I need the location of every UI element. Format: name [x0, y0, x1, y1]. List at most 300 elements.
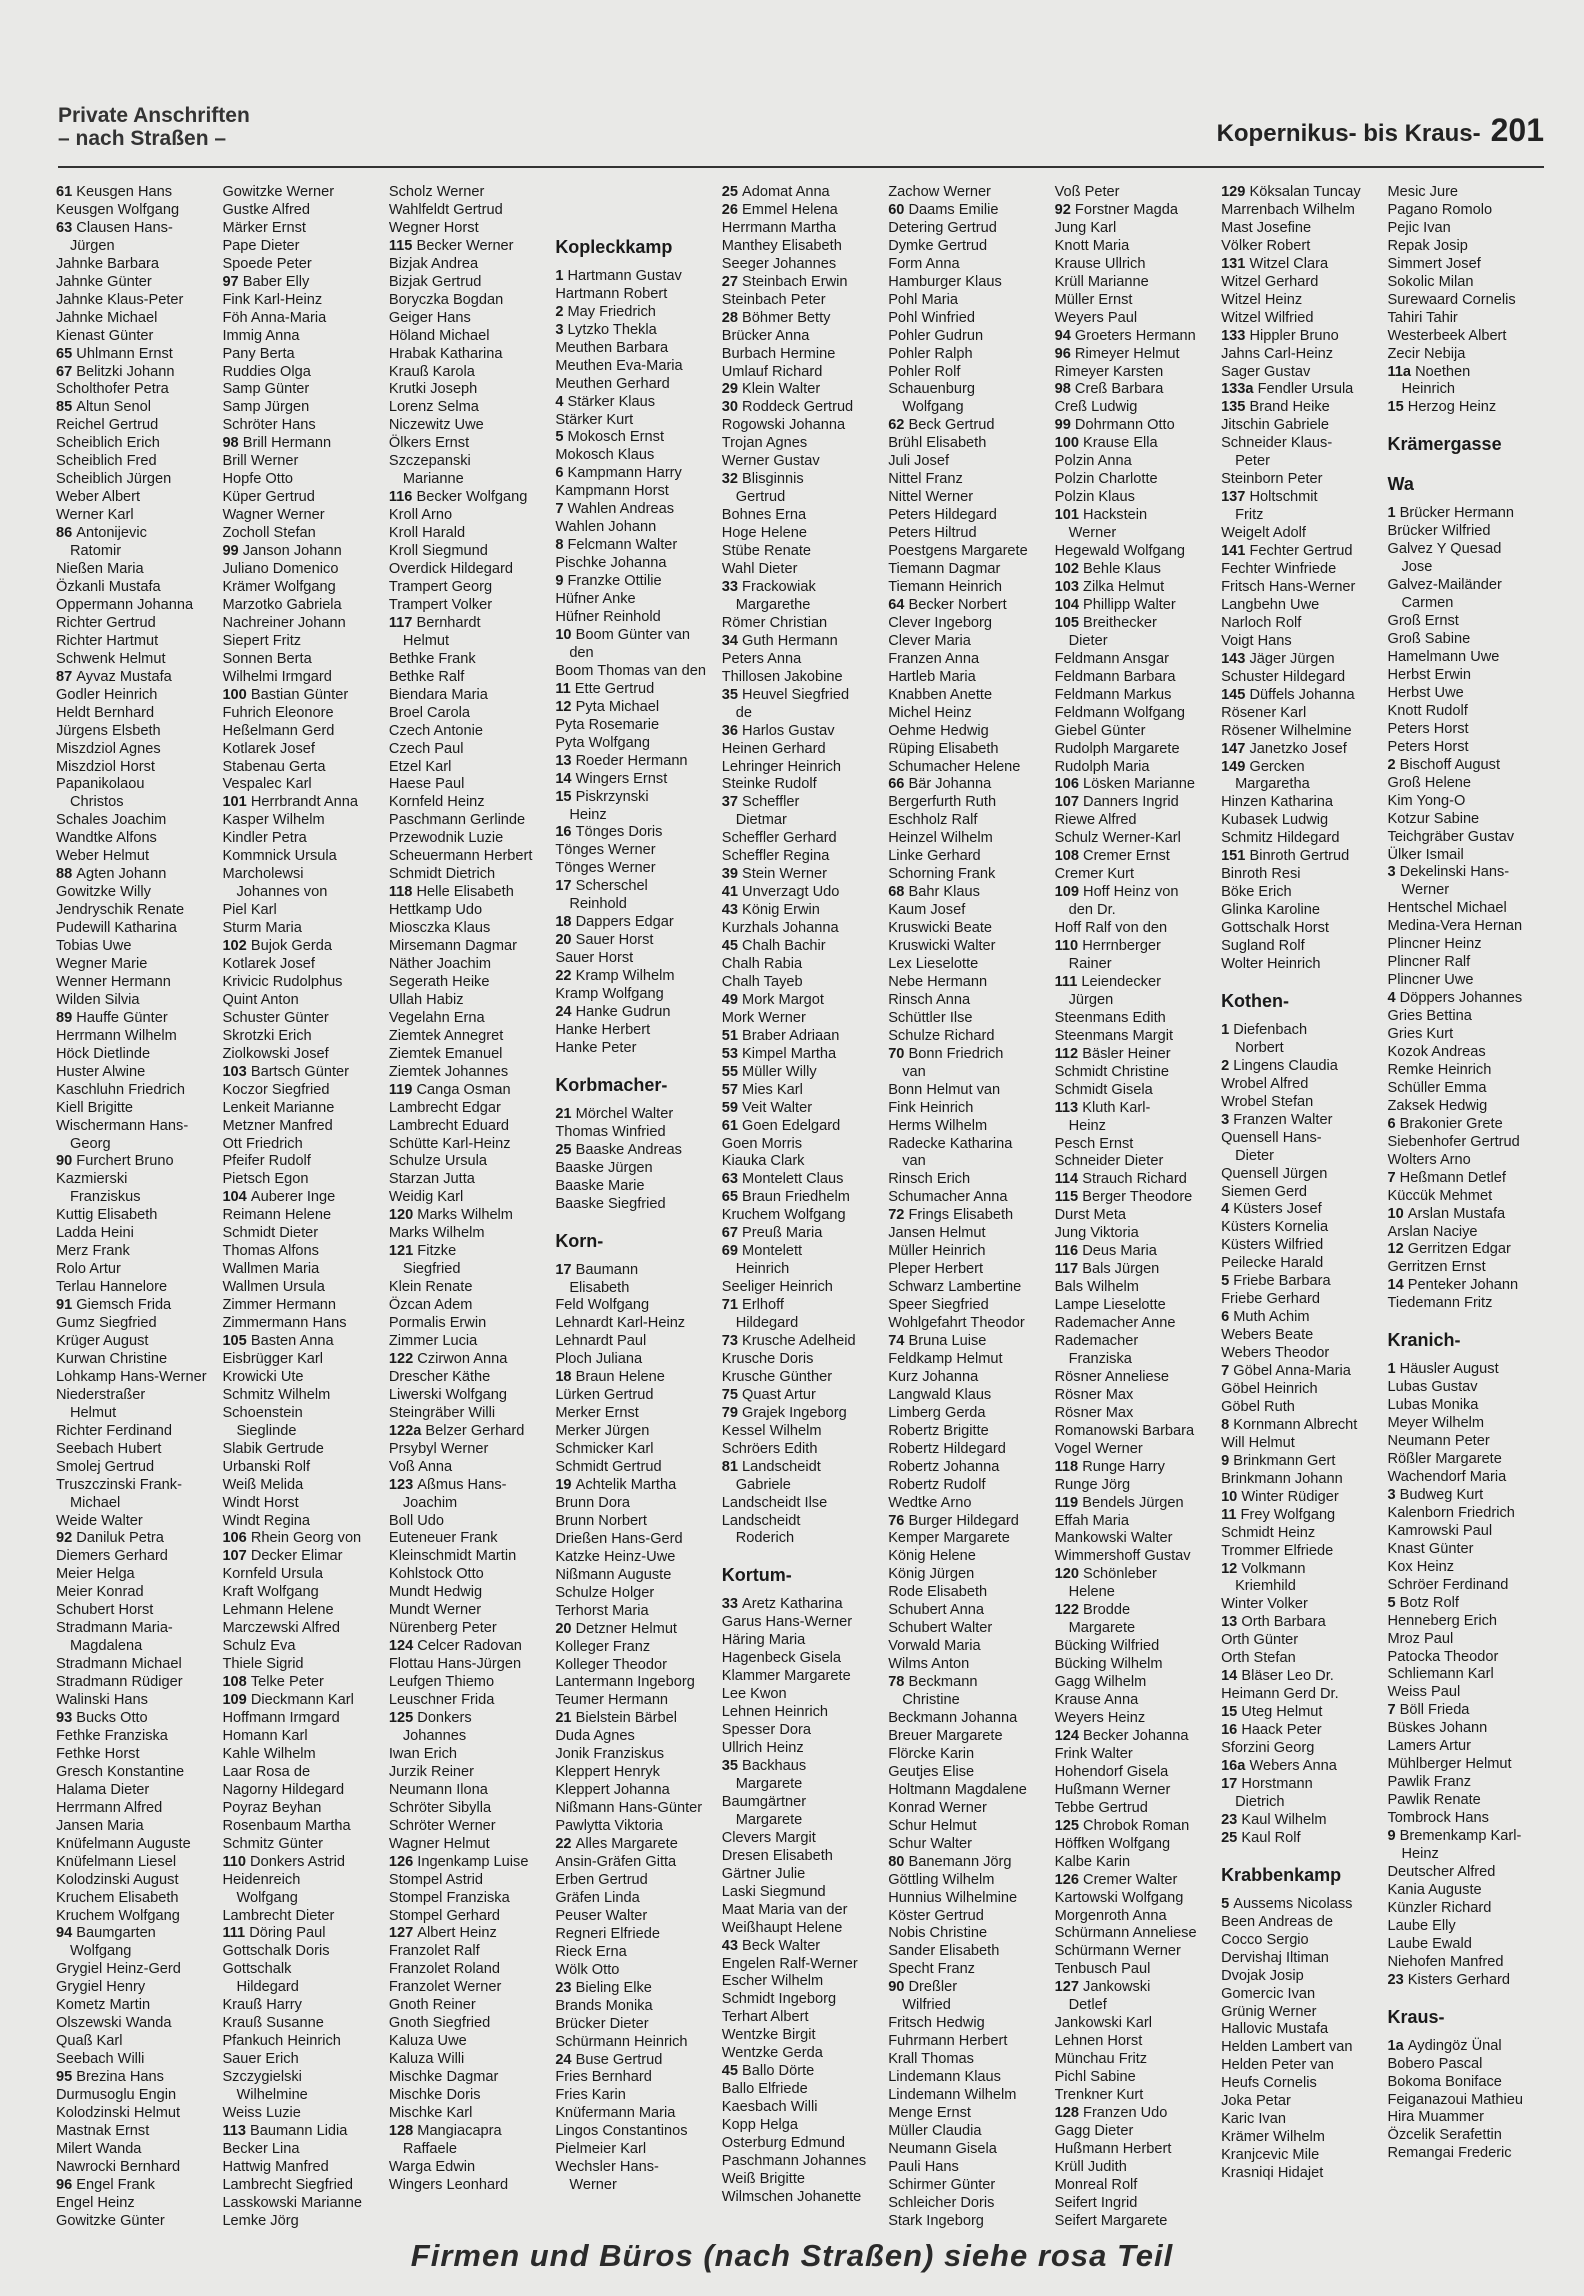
directory-entry: Feldmann Wolfgang [1054, 704, 1185, 721]
directory-entry: Mastnak Ernst [56, 2122, 150, 2139]
directory-entry: Patocka Theodor [1387, 1648, 1499, 1665]
directory-entry: Umlauf Richard [721, 363, 823, 380]
directory-entry: Kox Heinz [1387, 1558, 1455, 1575]
directory-entry: Wegner Marie [56, 955, 148, 972]
directory-entry: 93 Bucks Otto [56, 1710, 148, 1727]
directory-entry: Wagner Werner [222, 507, 325, 524]
directory-entry: 143 Jäger Jürgen [1221, 650, 1335, 667]
directory-entry: 117 Bals Jürgen [1054, 1261, 1160, 1278]
directory-entry: Kotlarek Josef [222, 955, 315, 972]
directory-entry: Lee Kwon [721, 1686, 787, 1703]
directory-entry: Kramp Wolfgang [555, 986, 664, 1003]
directory-entry: Pauli Hans [888, 2158, 959, 2175]
directory-entry: Schneider Dieter [1054, 1153, 1164, 1170]
directory-entry: 3 Franzen Walter [1221, 1111, 1333, 1128]
directory-entry: 129 Köksalan Tuncay [1221, 184, 1361, 200]
directory-entry: 116 Deus Maria [1054, 1243, 1157, 1260]
entry-continuation: Helmut [70, 1404, 117, 1421]
directory-entry: Surewaard Cornelis [1387, 291, 1516, 308]
directory-entry: Heinen Gerhard [721, 740, 826, 757]
directory-entry: Fries Bernhard [555, 2069, 652, 2086]
directory-entry: 111 Leiendecker [1054, 973, 1161, 990]
directory-entry: 110 Donkers Astrid [222, 1853, 345, 1870]
directory-entry: Kurwan Christine [56, 1350, 168, 1367]
directory-entry: Özkanli Mustafa [56, 578, 161, 595]
directory-entry: 109 Dieckmann Karl [222, 1692, 354, 1709]
directory-entry: Wallmen Ursula [222, 1279, 325, 1296]
header-rule [58, 166, 1544, 168]
directory-entry: 151 Binroth Gertrud [1221, 848, 1350, 865]
directory-entry: 126 Ingenkamp Luise [388, 1853, 529, 1870]
directory-entry: Nebe Hermann [888, 973, 988, 990]
directory-entry: Plincner Heinz [1387, 936, 1482, 953]
directory-entry: Lampe Lieselotte [1054, 1297, 1166, 1314]
directory-entry: Lex Lieselotte [888, 955, 979, 972]
directory-entry: Schmitz Hildegard [1221, 830, 1340, 847]
directory-entry: Geutjes Elise [888, 1763, 975, 1780]
street-heading: Kothen- [1221, 990, 1290, 1011]
directory-entry: 22 Alles Margarete [555, 1836, 678, 1853]
entry-continuation: den [569, 644, 594, 661]
directory-entry: Groß Sabine [1387, 631, 1471, 648]
directory-entry: Jankowski Karl [1054, 2015, 1152, 2032]
directory-entry: Zecir Nebija [1387, 345, 1466, 362]
directory-entry: Wingers Leonhard [388, 2176, 509, 2193]
directory-entry: Tenbusch Paul [1054, 1961, 1151, 1978]
directory-entry: Jahns Carl-Heinz [1221, 345, 1333, 362]
directory-entry: Form Anna [888, 255, 960, 272]
directory-entry: Plincner Uwe [1387, 972, 1474, 989]
directory-entry: Laar Rosa de [222, 1763, 311, 1780]
directory-entry: Peters Horst [1387, 720, 1469, 737]
directory-entry: Göbel Ruth [1221, 1398, 1295, 1415]
directory-entry: Nobis Christine [888, 1925, 988, 1942]
directory-entry: Marcholewsi [222, 866, 304, 883]
directory-entry: 137 Holtschmit [1221, 489, 1318, 506]
directory-entry: Piel Karl [222, 902, 277, 919]
directory-entry: Hamburger Klaus [888, 273, 1002, 290]
directory-entry: Kampmann Horst [555, 483, 669, 500]
directory-entry: Schubert Anna [888, 1602, 984, 1619]
directory-entry: Hinzen Katharina [1221, 794, 1334, 811]
directory-entry: Kuttig Elisabeth [56, 1207, 158, 1224]
directory-entry: Szczygielski [222, 2069, 302, 2086]
directory-entry: Mirsemann Dagmar [388, 938, 518, 955]
directory-entry: Ülker Ismail [1387, 846, 1464, 863]
entry-continuation: Fritz [1235, 507, 1264, 524]
directory-entry: 45 Ballo Dörte [721, 2063, 815, 2080]
directory-entry: 94 Baumgarten [56, 1925, 156, 1942]
directory-entry: 18 Dappers Edgar [555, 914, 674, 931]
directory-entry: Lohkamp Hans-Werner [56, 1368, 207, 1385]
directory-entry: Thiele Sigrid [222, 1656, 304, 1673]
directory-entry: Oppermann Johanna [56, 596, 194, 613]
directory-entry [555, 202, 720, 220]
directory-entry: Rudolph Margarete [1054, 740, 1180, 757]
directory-entry: Küccük Mehmet [1387, 1187, 1493, 1204]
directory-entry: Manthey Elisabeth [721, 237, 842, 254]
directory-entry: Morgenroth Anna [1054, 1907, 1167, 1924]
directory-entry: Schmidt Christine [1054, 1063, 1169, 1080]
directory-entry: Franzolet Roland [388, 1961, 501, 1978]
directory-entry: Koczor Siegfried [222, 1081, 330, 1098]
directory-entry: 1 Brücker Hermann [1387, 505, 1515, 522]
directory-entry: Weber Helmut [56, 848, 149, 865]
entry-continuation: Dieter [1068, 632, 1108, 649]
directory-entry: Sonnen Berta [222, 650, 312, 667]
directory-entry: Pawlik Renate [1387, 1792, 1481, 1809]
directory-entry: Diemers Gerhard [56, 1548, 168, 1565]
directory-entry: Nittel Franz [888, 471, 963, 488]
directory-entry: Leuschner Frida [388, 1692, 495, 1709]
directory-entry: Kleppert Johanna [555, 1782, 670, 1799]
street-heading: Krabbenkamp [1221, 1864, 1342, 1885]
directory-entry: 17 Scherschel [555, 878, 648, 895]
entry-continuation: Georg [70, 1135, 111, 1152]
directory-entry: Gowitzke Willy [56, 884, 151, 901]
directory-entry: Steenmans Edith [1054, 1009, 1166, 1026]
directory-entry: Niehofen Manfred [1387, 1953, 1504, 1970]
directory-entry: Schleicher Doris [888, 2194, 995, 2211]
directory-entry: Kamrowski Paul [1387, 1522, 1493, 1539]
directory-entry: Kaluza Willi [388, 2051, 465, 2068]
directory-entry: Windt Horst [222, 1494, 299, 1511]
directory-entry: Neumann Gisela [888, 2140, 997, 2157]
footer-note: Firmen und Büros (nach Straßen) siehe rosa Teil [410, 2238, 1174, 2273]
directory-entry: Godler Heinrich [56, 686, 158, 703]
directory-entry: Özcan Adem [388, 1297, 473, 1314]
directory-entry: Drießen Hans-Gerd [555, 1530, 683, 1547]
directory-entry: Ladda Heini [56, 1225, 134, 1242]
directory-entry: Hohendorf Gisela [1054, 1763, 1169, 1780]
directory-entry: Smolej Gertrud [56, 1458, 155, 1475]
directory-entry: Simmert Josef [1387, 255, 1481, 272]
entry-continuation: Margarethe [735, 596, 811, 613]
directory-entry: Hira Muammer [1387, 2109, 1484, 2126]
entry-continuation: Gabriele [735, 1476, 791, 1493]
directory-entry: Slabik Gertrude [222, 1440, 324, 1457]
directory-entry: Heufs Cornelis [1221, 2075, 1317, 2092]
directory-entry: Pagano Romolo [1387, 201, 1493, 218]
directory-entry: Paschmann Johannes [721, 2152, 867, 2169]
directory-entry: 7 Göbel Anna-Maria [1221, 1363, 1351, 1380]
directory-entry: Beckmann Johanna [888, 1710, 1018, 1727]
entry-continuation: Gertrud [735, 489, 786, 506]
directory-entry: 72 Frings Elisabeth [888, 1207, 1014, 1224]
directory-entry: 108 Cremer Ernst [1054, 848, 1170, 865]
directory-entry: Krowicki Ute [222, 1368, 304, 1385]
directory-entry: Hanke Peter [555, 1039, 637, 1056]
directory-entry: Kruchem Elisabeth [56, 1889, 179, 1906]
directory-entry: Clever Maria [888, 632, 971, 649]
directory-entry: Quensell Jürgen [1221, 1165, 1328, 1182]
entry-continuation: Werner [1401, 882, 1450, 899]
directory-entry: 26 Emmel Helena [721, 201, 838, 218]
directory-entry: Jürgens Elsbeth [56, 722, 161, 739]
directory-entry: 23 Kisters Gerhard [1387, 1971, 1510, 1988]
directory-entry: Merker Jürgen [555, 1423, 650, 1440]
directory-entry: Terhart Albert [721, 2009, 809, 2026]
directory-entry: Leufgen Thiemo [388, 1674, 495, 1691]
directory-entry: Polzin Anna [1054, 453, 1132, 470]
directory-entry: Winter Volker [1221, 1596, 1308, 1613]
directory-entry: Tombrock Hans [1387, 1810, 1489, 1827]
directory-entry: Starzan Jutta [388, 1171, 475, 1188]
directory-entry: 121 Fitzke [388, 1243, 457, 1260]
directory-entry: Höck Dietlinde [56, 1045, 151, 1062]
directory-entry: Engel Heinz [56, 2194, 135, 2211]
directory-entry: Schulze Holger [555, 1584, 655, 1601]
directory-entry: Jurzik Reiner [388, 1763, 475, 1780]
directory-entry: Ballo Elfriede [721, 2081, 808, 2098]
directory-entry: Weiss Paul [1387, 1684, 1461, 1701]
directory-entry: Voß Peter [1054, 184, 1120, 200]
directory-entry: 24 Buse Gertrud [555, 2051, 663, 2068]
directory-entry: Näther Joachim [388, 955, 492, 972]
directory-entry: 4 Döppers Johannes [1387, 990, 1523, 1007]
directory-entry: 89 Hauffe Günter [56, 1009, 168, 1026]
directory-entry: Stradmann Maria- [56, 1620, 173, 1637]
directory-entry: Meuthen Gerhard [555, 375, 670, 392]
directory-entry: 25 Baaske Andreas [555, 1141, 682, 1158]
directory-entry: Hallovic Mustafa [1221, 2021, 1329, 2038]
directory-entry: 94 Groeters Hermann [1054, 327, 1196, 344]
directory-entry: Rößler Margarete [1387, 1451, 1502, 1468]
directory-entry: 92 Forstner Magda [1054, 201, 1178, 218]
directory-entry: Stübe Renate [721, 543, 812, 560]
directory-entry: Mankowski Walter [1054, 1530, 1173, 1547]
directory-entry: Schmidt Ingeborg [721, 1991, 837, 2008]
directory-entry: Hüfner Anke [555, 591, 636, 608]
directory-entry: Hußmann Herbert [1054, 2140, 1172, 2157]
directory-entry: 90 Furchert Bruno [56, 1153, 174, 1170]
entry-continuation: Carmen [1401, 595, 1454, 612]
directory-entry: Brühl Elisabeth [888, 435, 987, 452]
directory-entry: Miosczka Klaus [388, 920, 491, 937]
directory-entry: 98 Creß Barbara [1054, 381, 1164, 398]
directory-entry: Galvez Y Quesad [1387, 541, 1502, 558]
directory-entry: Schuster Hildegard [1221, 668, 1346, 685]
directory-entry: Wilden Silvia [56, 991, 140, 1008]
directory-entry: Krall Thomas [888, 2051, 974, 2068]
directory-entry: 124 Becker Johanna [1054, 1727, 1189, 1744]
directory-entry: 9 Brinkmann Gert [1221, 1452, 1336, 1469]
entry-continuation: Margarete [735, 1811, 803, 1828]
directory-entry: Stompel Franziska [388, 1889, 510, 1906]
directory-entry: Brill Werner [222, 453, 299, 470]
directory-entry: Becker Lina [222, 2140, 300, 2157]
directory-entry: Kruchem Wolfgang [721, 1207, 846, 1224]
directory-entry: Kaschluhn Friedrich [56, 1081, 185, 1098]
directory-entry: 141 Fechter Gertrud [1221, 543, 1353, 560]
entry-continuation: Siegfried [402, 1261, 461, 1278]
directory-entry: Brinkmann Johann [1221, 1470, 1343, 1487]
directory-column [1221, 184, 1386, 2194]
directory-entry: Wallmen Maria [222, 1261, 320, 1278]
directory-entry: Giebel Günter [1054, 722, 1146, 739]
directory-entry: Tönges Werner [555, 860, 656, 877]
directory-entry: Neumann Peter [1387, 1433, 1490, 1450]
directory-entry: Langbehn Uwe [1221, 596, 1320, 613]
directory-entry: Krauß Karola [388, 363, 475, 380]
directory-entry: 128 Mangiacapra [388, 2122, 502, 2139]
directory-entry: 99 Dohrmann Otto [1054, 417, 1175, 434]
directory-entry: Schröter Sibylla [388, 1799, 492, 1816]
directory-entry: 6 Muth Achim [1221, 1309, 1310, 1326]
directory-entry: Oehme Hedwig [888, 722, 989, 739]
directory-entry: Ullrich Heinz [721, 1740, 804, 1757]
directory-entry: Kometz Martin [56, 1997, 151, 2014]
directory-entry: Kraft Wolfgang [222, 1584, 319, 1601]
directory-entry: Karic Ivan [1221, 2111, 1286, 2128]
entry-continuation: Heinrich [1401, 381, 1456, 398]
directory-entry: Stradmann Rüdiger [56, 1674, 183, 1691]
directory-entry: Müller Heinrich [888, 1243, 986, 1260]
directory-entry: Frink Walter [1054, 1745, 1133, 1762]
directory-entry: 60 Daams Emilie [888, 201, 999, 218]
directory-entry: Schliemann Karl [1387, 1666, 1494, 1683]
directory-entry: Pyta Wolfgang [555, 734, 650, 751]
directory-entry: 75 Quast Artur [721, 1386, 816, 1403]
directory-entry: Lamers Artur [1387, 1738, 1472, 1755]
directory-entry: Groß Helene [1387, 774, 1472, 791]
directory-entry: König Jürgen [888, 1566, 975, 1583]
directory-entry: Gerritzen Ernst [1387, 1259, 1486, 1276]
directory-entry: Kindler Petra [222, 830, 307, 847]
directory-entry: Rüping Elisabeth [888, 740, 999, 757]
directory-entry: Stompel Gerhard [388, 1907, 501, 1924]
directory-entry: Landscheidt [721, 1512, 801, 1529]
directory-entry: Märker Ernst [222, 219, 306, 236]
directory-entry: Rinsch Erich [888, 1171, 971, 1188]
directory-entry: Linke Gerhard [888, 848, 981, 865]
directory-entry: Seeliger Heinrich [721, 1279, 833, 1296]
directory-entry: Krause Ullrich [1054, 255, 1146, 272]
directory-entry: Lasskowski Marianne [222, 2194, 362, 2211]
directory-entry: Escher Wilhelm [721, 1973, 824, 1990]
directory-entry: Bücking Wilfried [1054, 1638, 1160, 1655]
directory-entry: Pape Dieter [222, 237, 300, 254]
directory-entry: Klein Renate [388, 1279, 473, 1296]
directory-entry: Kruswicki Beate [888, 920, 993, 937]
directory-entry: Monreal Rolf [1054, 2176, 1138, 2193]
directory-entry: Mischke Karl [388, 2104, 473, 2121]
directory-entry: Scheuermann Herbert [388, 848, 533, 865]
directory-entry: Krause Anna [1054, 1692, 1139, 1709]
directory-entry: Kotlarek Josef [222, 740, 315, 757]
directory-entry: Halama Dieter [56, 1781, 150, 1798]
entry-continuation: Jürgen [70, 237, 115, 254]
directory-entry: 23 Kaul Wilhelm [1221, 1811, 1327, 1828]
directory-entry: 61 Goen Edelgard [721, 1117, 841, 1134]
directory-entry: Küsters Wilfried [1221, 1237, 1324, 1254]
directory-entry: Stabenau Gerta [222, 758, 326, 775]
directory-entry: 18 Braun Helene [555, 1369, 665, 1386]
directory-entry: Helden Peter van [1221, 2057, 1334, 2074]
directory-entry: Scheffler Regina [721, 848, 830, 865]
directory-entry: 67 Belitzki Johann [56, 363, 175, 380]
directory-entry: Trampert Georg [388, 578, 493, 595]
directory-entry: Chalh Tayeb [721, 973, 803, 990]
directory-entry: Steenmans Margit [1054, 1027, 1174, 1044]
directory-entry: Sander Elisabeth [888, 1943, 1000, 1960]
directory-entry: Bobero Pascal [1387, 2055, 1483, 2072]
directory-entry: Hußmann Werner [1054, 1781, 1171, 1798]
directory-entry: Knüfelmann Auguste [56, 1835, 191, 1852]
directory-entry: Schur Helmut [888, 1817, 977, 1834]
directory-entry: Kahle Wilhelm [222, 1745, 316, 1762]
directory-entry: 10 Arslan Mustafa [1387, 1205, 1506, 1222]
directory-entry: Thomas Alfons [222, 1243, 319, 1260]
directory-entry: Nawrocki Bernhard [56, 2158, 181, 2175]
directory-entry: Galvez-Mailänder [1387, 577, 1502, 594]
directory-entry: Weißhaupt Helene [721, 1919, 843, 1936]
directory-entry: Flörcke Karin [888, 1745, 975, 1762]
directory-entry: Föh Anna-Maria [222, 309, 327, 326]
directory-entry: Reimann Helene [222, 1207, 332, 1224]
directory-entry: Gräfen Linda [555, 1889, 640, 1906]
directory-entry: Remangai Frederic [1387, 2145, 1512, 2162]
directory-entry: Künzler Richard [1387, 1899, 1492, 1916]
directory-entry: Fritsch Hedwig [888, 2015, 985, 2032]
directory-entry: Göttling Wilhelm [888, 1871, 995, 1888]
directory-entry: Webers Beate [1221, 1327, 1314, 1344]
entry-continuation: Kriemhild [1235, 1578, 1296, 1595]
directory-entry: Gomercic Ivan [1221, 1985, 1316, 2002]
directory-entry: Knüfermann Maria [555, 2105, 676, 2122]
directory-entry: 45 Chalh Bachir [721, 938, 826, 955]
directory-entry: Creß Ludwig [1054, 399, 1138, 416]
directory-entry: Hamelmann Uwe [1387, 649, 1500, 666]
directory-entry: 4 Stärker Klaus [555, 393, 656, 410]
directory-entry: Pietsch Egon [222, 1171, 309, 1188]
directory-entry: Kranjcevic Mile [1221, 2147, 1320, 2164]
directory-entry: 8 Felcmann Walter [555, 537, 678, 554]
directory-entry: 119 Bendels Jürgen [1054, 1494, 1184, 1511]
directory-entry: Kazmierski [56, 1171, 128, 1188]
directory-entry: Özcelik Serafettin [1387, 2127, 1502, 2144]
entry-continuation: Michael [70, 1494, 121, 1511]
directory-entry: Regneri Elfriede [555, 1925, 660, 1942]
directory-entry: Schmidt Dieter [222, 1225, 319, 1242]
directory-entry: Rudolph Maria [1054, 758, 1150, 775]
directory-entry: Grygiel Henry [56, 1979, 146, 1996]
directory-entry: 125 Chrobok Roman [1054, 1817, 1190, 1834]
directory-entry: Wentzke Birgit [721, 2027, 816, 2044]
directory-entry: Schuster Günter [222, 1009, 329, 1026]
directory-entry: Wahl Dieter [721, 561, 798, 578]
directory-entry: 5 Mokosch Ernst [555, 429, 664, 446]
street-heading: Krämergasse [1387, 434, 1502, 455]
directory-entry: Rademacher Anne [1054, 1315, 1176, 1332]
directory-entry: Kemper Margarete [888, 1530, 1010, 1547]
directory-entry: 21 Bielstein Bärbel [555, 1710, 678, 1727]
directory-entry: Kurz Johanna [888, 1368, 979, 1385]
directory-entry: Knast Günter [1387, 1540, 1474, 1557]
directory-entry: 109 Hoff Heinz von [1054, 884, 1179, 901]
directory-entry: Gnoth Reiner [388, 1997, 476, 2014]
directory-entry: Lambrecht Edgar [388, 1099, 501, 1116]
directory-entry: Schürmann Anneliese [1054, 1925, 1197, 1942]
entry-continuation: Wolfgang [902, 399, 964, 416]
directory-entry: 87 Ayvaz Mustafa [56, 668, 172, 685]
directory-entry: 90 Dreßler [888, 1979, 958, 1996]
directory-entry: Fink Heinrich [888, 1099, 974, 1116]
directory-entry: Laski Siegmund [721, 1883, 826, 1900]
directory-entry: Laube Ewald [1387, 1935, 1472, 1952]
directory-entry: Lehnardt Karl-Heinz [555, 1315, 686, 1332]
directory-entry: 133a Fendler Ursula [1221, 381, 1354, 398]
